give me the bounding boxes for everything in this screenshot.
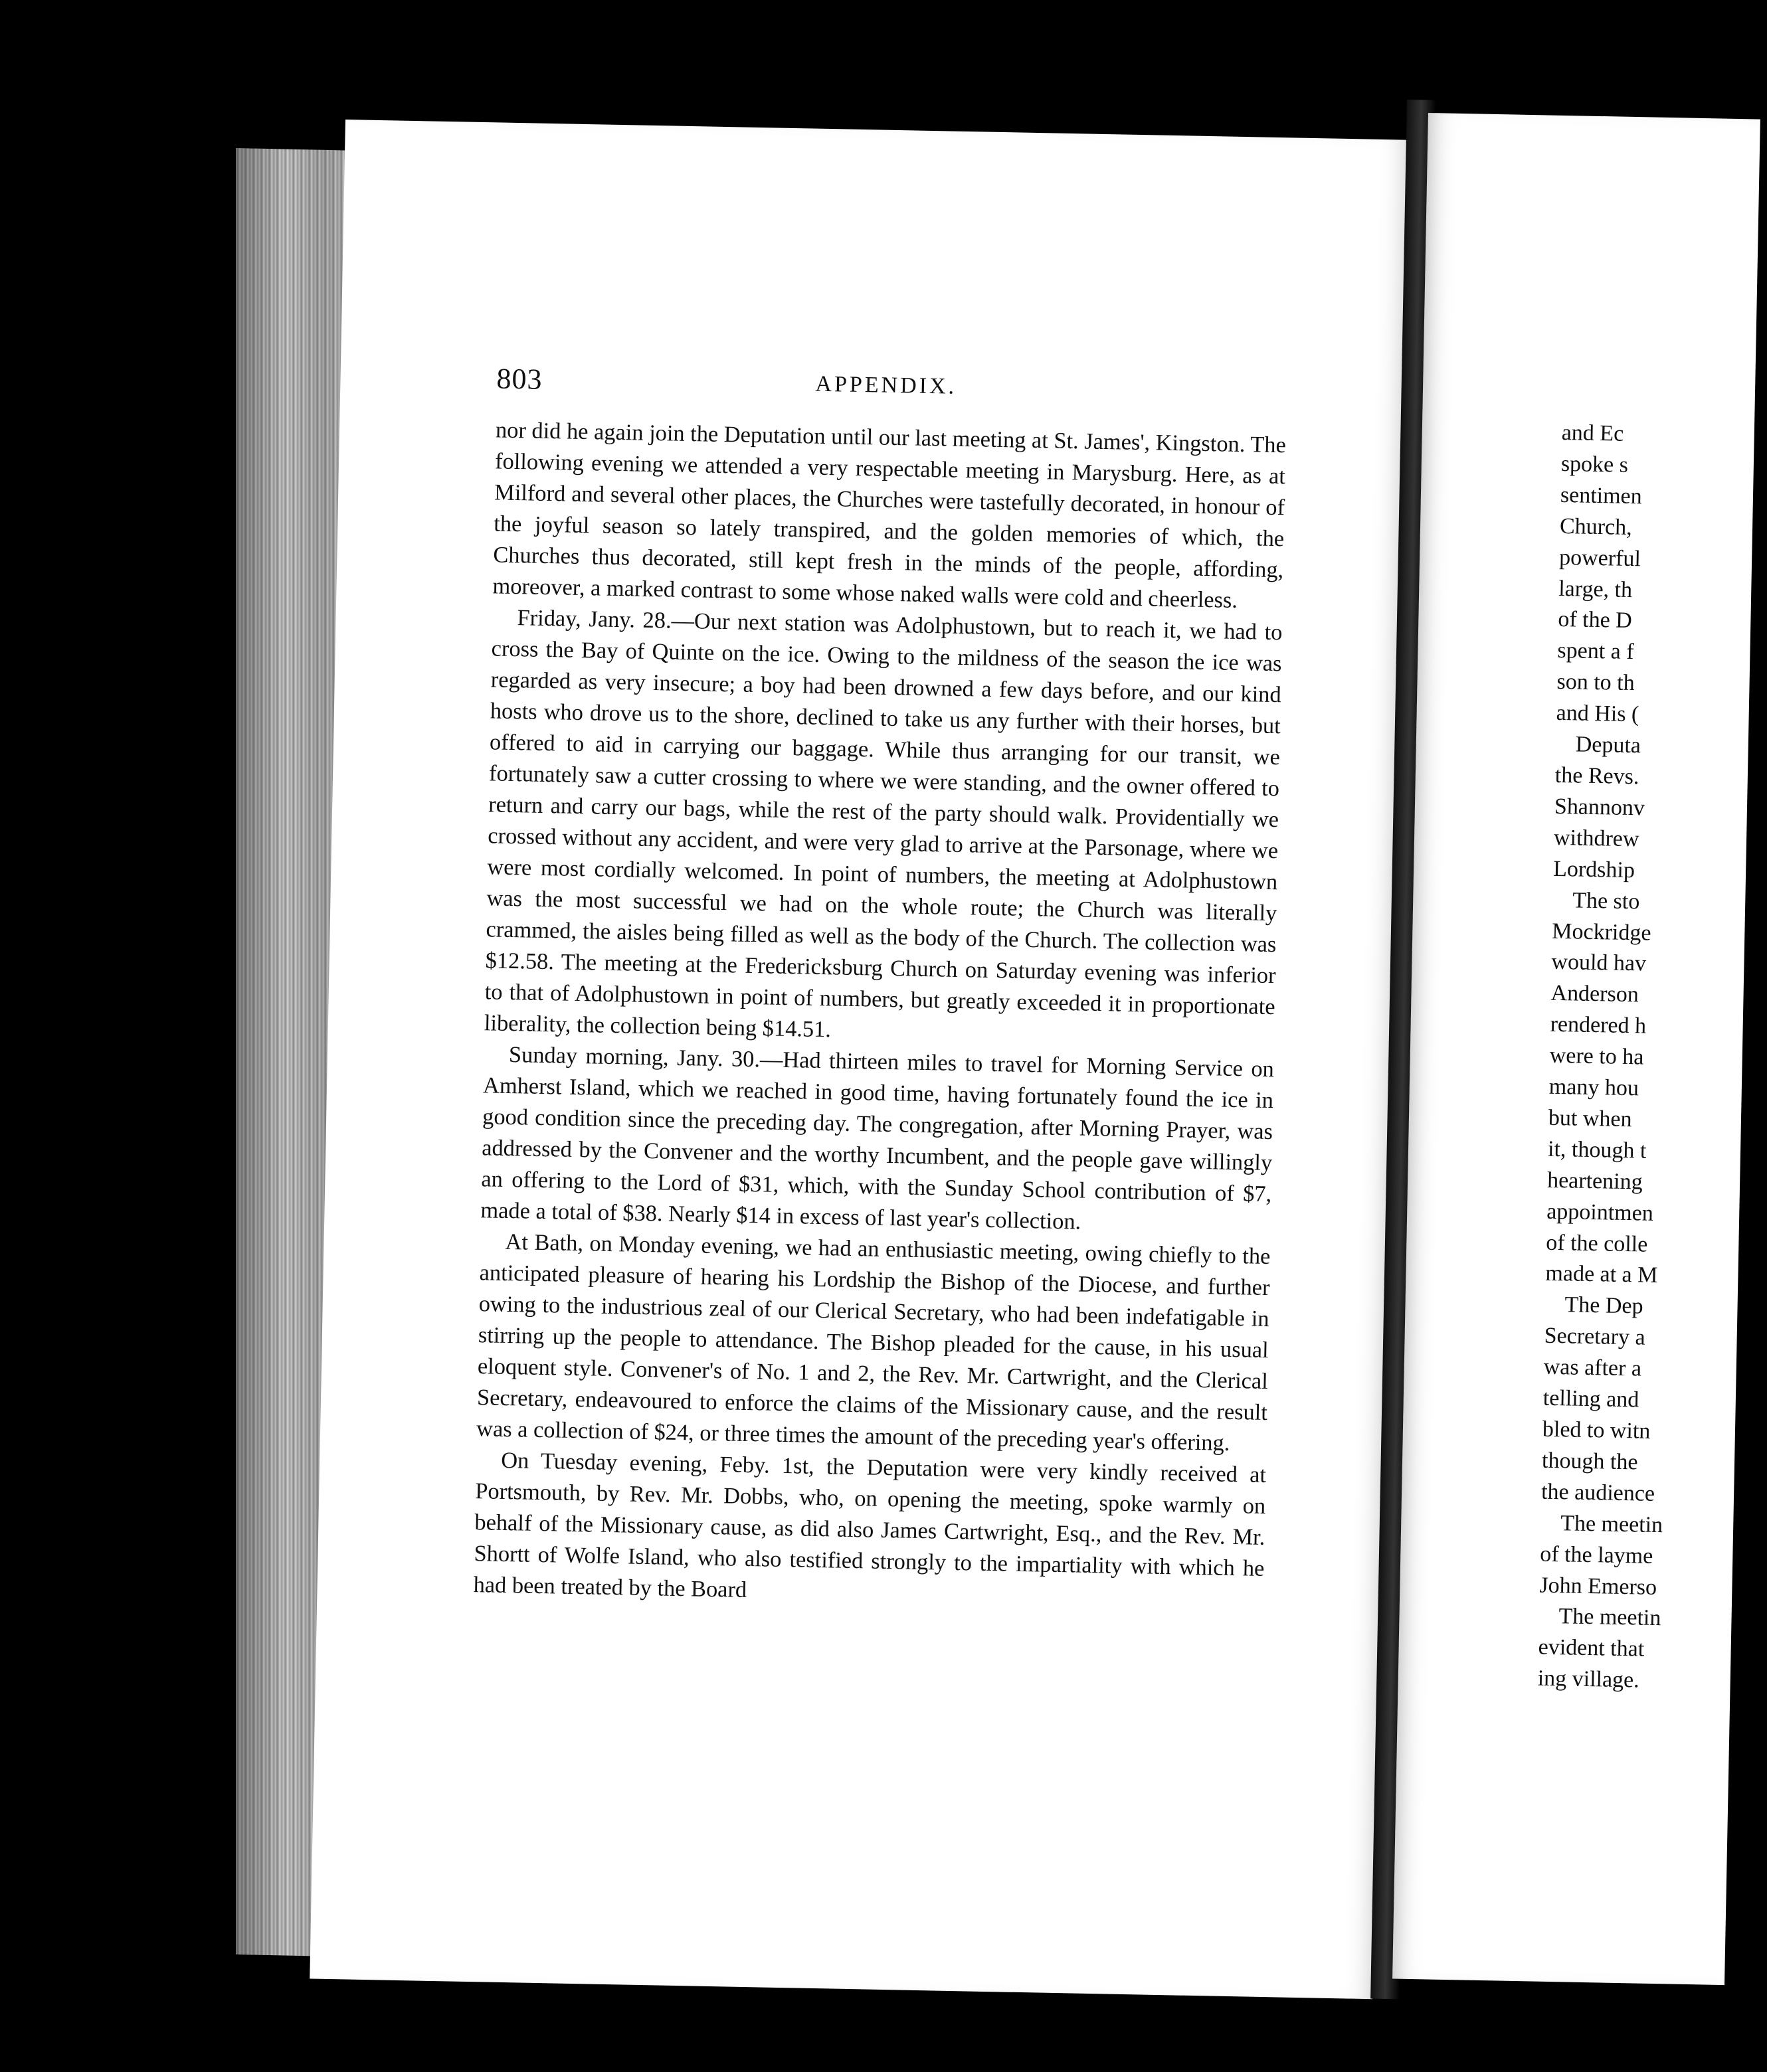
- right-page-line: appointmen: [1546, 1199, 1654, 1226]
- right-page-line: The meetin: [1558, 1604, 1661, 1631]
- paragraph: Sunday morning, Jany. 30.—Had thirteen miles to travel for Morning Service on Amherst Island, which we reached in good time, having fortunately found the ice in good condition since the preceding day. The congregation, after Morning Prayer, was addressed by the Convener and the worthy Incumbent, and the people gave willingly an offering to the Lord of $31, which, with the Sunday School contribution of $7, made a total of $38. Nearly $14 in excess of last year's collection.: [480, 1041, 1275, 1235]
- right-page-line: of the layme: [1540, 1541, 1653, 1569]
- right-page-line: of the colle: [1546, 1230, 1648, 1257]
- right-page-line: Deputa: [1575, 732, 1641, 758]
- right-page-line: bled to witn: [1542, 1417, 1651, 1444]
- right-page-line: Shannonv: [1554, 794, 1645, 821]
- right-page-line: powerful: [1558, 545, 1641, 571]
- right-page-line: but when: [1548, 1105, 1632, 1132]
- right-page-line: spoke s: [1560, 451, 1629, 477]
- right-page-line: heartening: [1546, 1167, 1643, 1195]
- right-page-line: The Dep: [1564, 1292, 1643, 1319]
- right-page-line: son to th: [1556, 669, 1635, 696]
- paragraph: Friday, Jany. 28.—Our next station was Adolphustown, but to reach it, we had to cross the Bay of Quinte on the ice. Owing to the mildness of the season the ice was regarded as very insecure; a boy had been drowned a few days before, and our kind hosts who drove us to the shore, declined to take us any further with their horses, but offered to aid in carrying our baggage. While thus arranging for our transit, we fortunately saw a cutter crossing to where we were standing, and the owner offered to return and carry our bags, while the rest of the party should walk. Providentially we crossed without any accident, and were very glad to arrive at the Parsonage, where we were most cordially welcomed. In point of numbers, the meeting at Adolphustown was the most successful we had on the whole route; the Church was literally crammed, the aisles being filled as well as the body of the Church. The collection was $12.58. The meeting at the Fredericksburg Church on Saturday evening was inferior to that of Adolphustown in point of numbers, but greatly exceeded it in proportionate liberality, the collection being $14.51.: [484, 605, 1283, 1043]
- right-page-body: [1537, 418, 1761, 1699]
- right-page-line: and Ec: [1561, 420, 1624, 446]
- right-page-line: made at a M: [1545, 1261, 1658, 1288]
- running-title: APPENDIX.: [815, 371, 957, 399]
- right-page-line: were to ha: [1549, 1043, 1644, 1070]
- right-page-line: withdrew: [1553, 825, 1639, 852]
- paragraph: On Tuesday evening, Feby. 1st, the Deputation were very kindly received at Portsmouth, by Rev. Mr. Dobbs, who, on opening the meeting, spoke warmly on behalf of the Missionary cause, as did also James Cartwright, Esq., and the Rev. Mr. Shortt of Wolfe Island, who also testified strongly to the impartiality with which he had been treated by the Board: [473, 1447, 1267, 1603]
- right-page-line: the audience: [1540, 1479, 1655, 1506]
- paragraph: nor did he again join the Deputation until our last meeting at St. James', Kingston. The following evening we attended a very respectable meeting in Marysburg. Here, as at Milford and several other places, the Churches were tastefully decorated, in honour of the joyful season so lately transpired, and the golden memories of which, the Churches thus decorated, still kept fresh in the minds of the people, affording, moreover, a marked contrast to some whose naked walls were cold and cheerless.: [492, 417, 1287, 613]
- right-page-line: Mockridge: [1552, 918, 1651, 946]
- right-page-line: ing village.: [1537, 1666, 1640, 1693]
- right-page-line: large, th: [1558, 576, 1633, 602]
- right-page-line: Church,: [1559, 513, 1633, 540]
- right-page-line: telling and: [1542, 1385, 1639, 1413]
- right-page-line: was after a: [1543, 1354, 1642, 1381]
- right-page-line: Secretary a: [1544, 1323, 1645, 1350]
- left-page-body: [473, 414, 1286, 1616]
- left-page: [310, 120, 1408, 1999]
- right-page-line: The meetin: [1560, 1510, 1663, 1537]
- right-page-line: evident that: [1538, 1634, 1645, 1662]
- running-head: [496, 361, 1307, 416]
- right-page-line: spent a f: [1557, 638, 1635, 665]
- right-page-line: sentimen: [1560, 482, 1643, 509]
- right-page-line: The sto: [1572, 887, 1640, 914]
- right-page-line: many hou: [1548, 1074, 1639, 1101]
- right-page-line: would hav: [1551, 950, 1647, 976]
- paragraph: At Bath, on Monday evening, we had an enthusiastic meeting, owing chiefly to the anticipated pleasure of hearing his Lordship the Bishop of the Diocese, and further owing to the industrious zeal of our Clerical Secretary, who had been indefatigable in stirring up the people to attendance. The Bishop pleaded for the cause, in his usual eloquent style. Convener's of No. 1 and 2, the Rev. Mr. Cartwright, and the Clerical Secretary, endeavoured to enforce the claims of the Missionary cause, and the result was a collection of $24, or three times the amount of the preceding year's offering.: [476, 1229, 1271, 1456]
- right-page: [1392, 113, 1760, 1985]
- right-page-line: Anderson: [1550, 981, 1639, 1007]
- right-page-line: Lordship: [1552, 856, 1635, 883]
- right-page-line: it, though t: [1547, 1136, 1647, 1164]
- right-page-line: rendered h: [1550, 1012, 1647, 1039]
- right-page-line: John Emerso: [1539, 1573, 1657, 1600]
- right-page-line: of the D: [1558, 607, 1633, 634]
- right-page-line: the Revs.: [1554, 762, 1639, 790]
- right-page-line: though the: [1541, 1448, 1638, 1475]
- page-number: 803: [496, 362, 543, 396]
- right-page-line: and His (: [1556, 701, 1639, 727]
